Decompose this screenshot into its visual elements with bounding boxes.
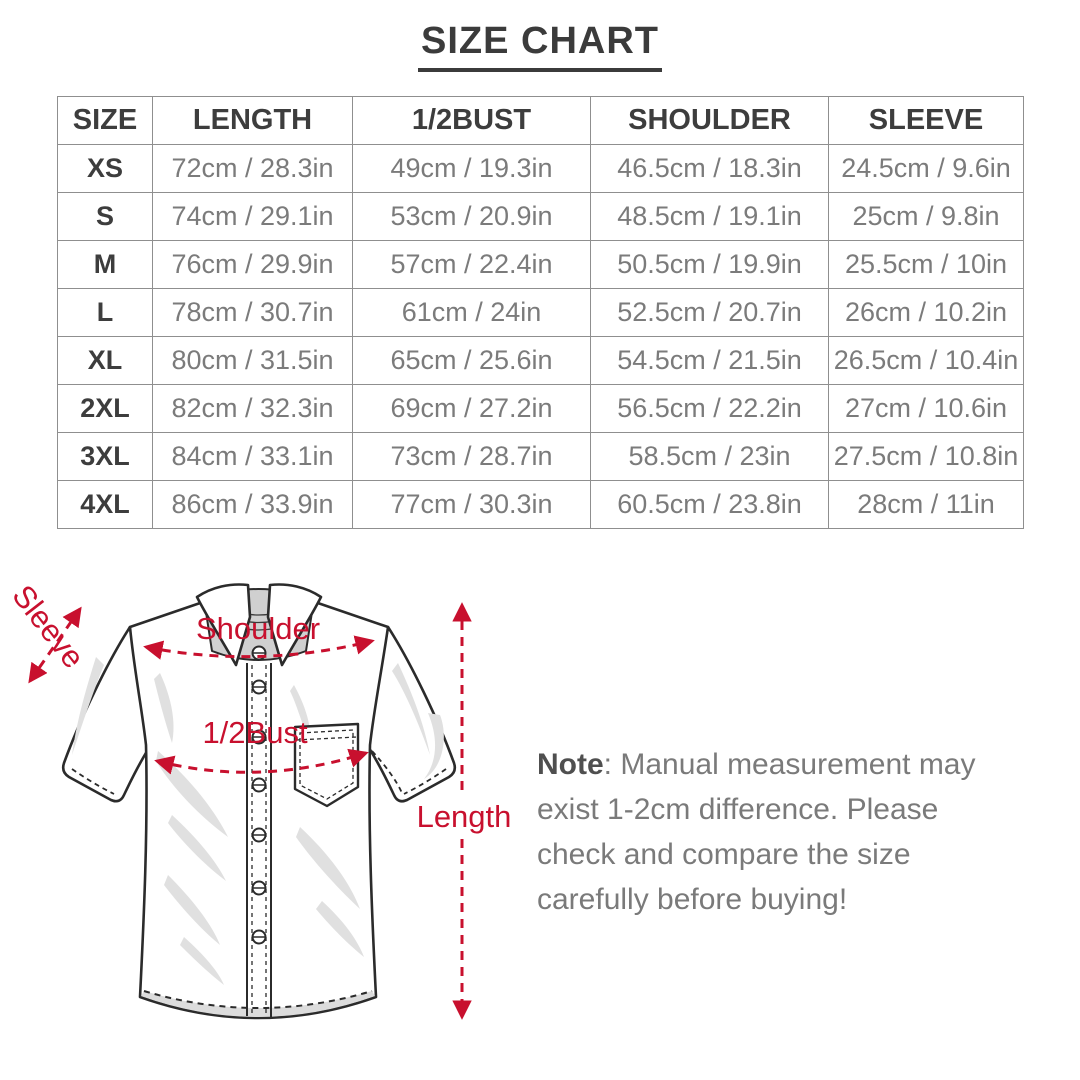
shirt-body <box>130 601 388 1018</box>
size-label-cell: 2XL <box>58 385 153 433</box>
column-header: 1/2BUST <box>353 97 591 145</box>
measurement-cell: 28cm / 11in <box>829 481 1024 529</box>
measurement-cell: 73cm / 28.7in <box>353 433 591 481</box>
measurement-cell: 60.5cm / 23.8in <box>591 481 829 529</box>
note-label: Note <box>537 748 604 781</box>
column-header: SLEEVE <box>829 97 1024 145</box>
table-row <box>58 193 1024 241</box>
column-header: SHOULDER <box>591 97 829 145</box>
measurement-cell: 65cm / 25.6in <box>353 337 591 385</box>
half-bust-label: 1/2Bust <box>202 715 308 750</box>
measurement-cell: 86cm / 33.9in <box>153 481 353 529</box>
measurement-cell: 52.5cm / 20.7in <box>591 289 829 337</box>
size-label-cell: M <box>58 241 153 289</box>
measurement-note <box>537 742 1017 922</box>
table-row <box>58 289 1024 337</box>
measurement-cell: 49cm / 19.3in <box>353 145 591 193</box>
size-chart-title: SIZE CHART <box>418 20 662 72</box>
measurement-cell: 77cm / 30.3in <box>353 481 591 529</box>
measurement-cell: 78cm / 30.7in <box>153 289 353 337</box>
measurement-cell: 74cm / 29.1in <box>153 193 353 241</box>
measurement-cell: 54.5cm / 21.5in <box>591 337 829 385</box>
size-chart-table <box>57 96 1024 529</box>
measurement-cell: 24.5cm / 9.6in <box>829 145 1024 193</box>
measurement-cell: 46.5cm / 18.3in <box>591 145 829 193</box>
table-row <box>58 481 1024 529</box>
shoulder-label: Shoulder <box>195 611 321 646</box>
shirt-measurement-diagram <box>0 565 540 1080</box>
note-body: : Manual measurement may exist 1-2cm difference. Please check and compare the size carefully before buying! <box>537 748 976 916</box>
size-label-cell: L <box>58 289 153 337</box>
measurement-cell: 72cm / 28.3in <box>153 145 353 193</box>
table-body <box>58 145 1024 529</box>
measurement-cell: 25.5cm / 10in <box>829 241 1024 289</box>
size-label-cell: XL <box>58 337 153 385</box>
size-label-cell: S <box>58 193 153 241</box>
size-label-cell: 4XL <box>58 481 153 529</box>
measurement-cell: 76cm / 29.9in <box>153 241 353 289</box>
size-label-cell: XS <box>58 145 153 193</box>
measurement-cell: 48.5cm / 19.1in <box>591 193 829 241</box>
length-label: Length <box>416 799 512 834</box>
measurement-cell: 84cm / 33.1in <box>153 433 353 481</box>
measurement-cell: 61cm / 24in <box>353 289 591 337</box>
measurement-cell: 26cm / 10.2in <box>829 289 1024 337</box>
table-row <box>58 241 1024 289</box>
measurement-cell: 80cm / 31.5in <box>153 337 353 385</box>
measurement-cell: 25cm / 9.8in <box>829 193 1024 241</box>
table-row <box>58 385 1024 433</box>
measurement-cell: 56.5cm / 22.2in <box>591 385 829 433</box>
table-row <box>58 145 1024 193</box>
measurement-cell: 69cm / 27.2in <box>353 385 591 433</box>
measurement-cell: 27cm / 10.6in <box>829 385 1024 433</box>
table-row <box>58 433 1024 481</box>
column-header: SIZE <box>58 97 153 145</box>
column-header: LENGTH <box>153 97 353 145</box>
measurement-cell: 27.5cm / 10.8in <box>829 433 1024 481</box>
measurement-cell: 58.5cm / 23in <box>591 433 829 481</box>
measurement-cell: 53cm / 20.9in <box>353 193 591 241</box>
table-row <box>58 337 1024 385</box>
measurement-cell: 50.5cm / 19.9in <box>591 241 829 289</box>
measurement-cell: 82cm / 32.3in <box>153 385 353 433</box>
sleeve-label: Sleeve <box>5 578 92 675</box>
measurement-cell: 26.5cm / 10.4in <box>829 337 1024 385</box>
size-label-cell: 3XL <box>58 433 153 481</box>
table-header-row <box>58 97 1024 145</box>
page-title <box>0 20 1080 72</box>
measurement-cell: 57cm / 22.4in <box>353 241 591 289</box>
